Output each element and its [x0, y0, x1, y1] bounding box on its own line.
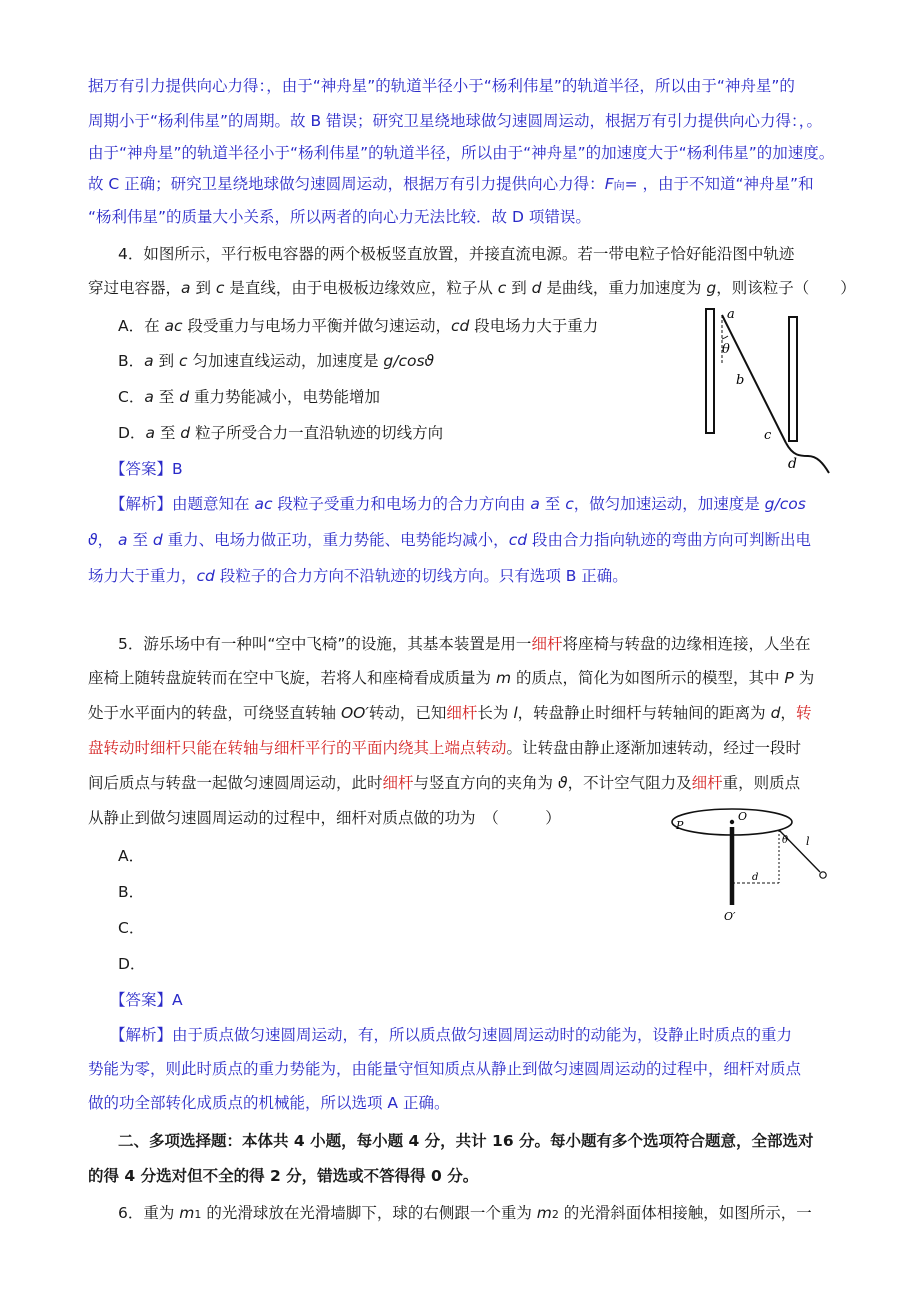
label-theta: θ: [782, 835, 789, 846]
section2-header-line2: 的得 4 分选对但不全的得 2 分，错选或不答得得 0 分。: [88, 1167, 479, 1185]
q5-stem-line6: 从静止到做匀速圆周运动的过程中，细杆对质点做的功为 （ ）: [88, 809, 561, 827]
label-theta: θ: [722, 342, 730, 357]
explanation3-line1: 据万有引力提供向心力得：，由于“神舟星”的轨道半径小于“杨利伟星”的轨道半径，所以由于“神舟星”的: [88, 77, 795, 95]
label-O: O: [738, 810, 748, 823]
q5-stem-line4: 盘转动时细杆只能在转轴与细杆平行的平面内绕其上端点转动。让转盘由静止逐渐加速转动，经过一段时: [88, 739, 802, 757]
label-P: P: [676, 819, 684, 832]
q5-option-b: B．: [118, 883, 145, 901]
q4-explanation-line1: 【解析】由题意知在 ac 段粒子受重力和电场力的合力方向由 a 至 c，做匀加速运动，加速度是 g/cos: [110, 495, 806, 513]
label-d: d: [752, 872, 759, 883]
q5-option-c: C．: [118, 919, 145, 937]
label-b: b: [736, 373, 745, 388]
q4-stem-line1: 4．如图所示，平行板电容器的两个极板竖直放置，并接直流电源。若一带电粒子恰好能沿图中轨迹: [118, 245, 795, 263]
q5-option-a: A．: [118, 847, 145, 865]
q4-option-b: B．a 到 c 匀加速直线运动，加速度是 g/cosϑ: [118, 352, 435, 370]
mass-point: [820, 872, 826, 878]
explanation3-line3: 由于“神舟星”的轨道半径小于“杨利伟星”的轨道半径，所以由于“神舟星”的加速度大于“杨利伟星”的加速度。: [88, 144, 835, 162]
section2-header-line1: 二、多项选择题：本体共 4 小题，每小题 4 分，共计 16 分。每小题有多个选项符合题意，全部选对: [118, 1132, 814, 1150]
q4-stem-line2: 穿过电容器，a 到 c 是直线，由于电极板边缘效应，粒子从 c 到 d 是曲线，重力加速度为 g，则该粒子（ ）: [88, 279, 856, 297]
q4-explanation-line2: ϑ， a 至 d 重力、电场力做正功，重力势能、电势能均减小，cd 段由合力指向轨迹的弯曲方向可判断出电: [88, 531, 811, 549]
explanation3-line2: 周期小于“杨利伟星”的周期。故 B 错误；研究卫星绕地球做匀速圆周运动，根据万有引力提供向心力得：，。: [88, 112, 823, 130]
q4-explanation-line3: 场力大于重力，cd 段粒子的合力方向不沿轨迹的切线方向。只有选项 B 正确。: [88, 567, 628, 585]
q5-explanation-line1: 【解析】由于质点做匀速圆周运动，有，所以质点做匀速圆周运动时的动能为，设静止时质点的重力: [110, 1026, 793, 1044]
q5-rotating-chair-figure: [670, 805, 845, 925]
label-c: c: [764, 428, 772, 443]
center-point: [730, 820, 734, 824]
q5-stem-line1: 5．游乐场中有一种叫“空中飞椅”的设施，其基本装置是用一细杆将座椅与转盘的边缘相连接，人坐在: [118, 635, 811, 653]
q5-answer: 【答案】A: [110, 991, 183, 1009]
theta-arc: [722, 336, 728, 339]
q5-stem-line5: 间后质点与转盘一起做匀速圆周运动，此时细杆与竖直方向的夹角为 ϑ，不计空气阻力及细杆重，则质点: [88, 774, 801, 792]
q5-explanation-line3: 做的功全部转化成质点的机械能，所以选项 A 正确。: [88, 1094, 450, 1112]
label-l: l: [806, 835, 810, 848]
q5-explanation-line2: 势能为零，则此时质点的重力势能为，由能量守恒知质点从静止到做匀速圆周运动的过程中，细杆对质点: [88, 1060, 802, 1078]
q4-answer: 【答案】B: [110, 460, 183, 478]
explanation3-line5: “杨利伟星”的质量大小关系，所以两者的向心力无法比较．故 D 项错误。: [88, 208, 591, 226]
right-plate: [789, 317, 797, 441]
explanation3-line4: 故 C 正确；研究卫星绕地球做匀速圆周运动，根据万有引力提供向心力得：F向= ，由于不知道“神舟星”和: [88, 175, 814, 193]
straight-path-ac: [722, 315, 786, 443]
q6-stem-line1: 6．重为 m1 的光滑球放在光滑墙脚下，球的右侧跟一个重为 m2 的光滑斜面体相接触，如图所示，一: [118, 1204, 812, 1222]
q4-option-c: C．a 至 d 重力势能减小，电势能增加: [118, 388, 380, 406]
left-plate: [706, 309, 714, 433]
q4-option-d: D．a 至 d 粒子所受合力一直沿轨迹的切线方向: [118, 424, 444, 442]
q4-capacitor-figure: [700, 305, 835, 480]
q5-option-d: D．: [118, 955, 146, 973]
label-O-prime: O′: [724, 910, 736, 923]
q4-option-a: A．在 ac 段受重力与电场力平衡并做匀速运动，cd 段电场力大于重力: [118, 317, 599, 335]
q5-stem-line3: 处于水平面内的转盘，可绕竖直转轴 OO′转动，已知细杆长为 l，转盘静止时细杆与转轴间的距离为 d，转: [88, 704, 812, 722]
label-a: a: [727, 307, 735, 322]
label-d: d: [788, 456, 797, 472]
q5-stem-line2: 座椅上随转盘旋转而在空中飞旋，若将人和座椅看成质量为 m 的质点，简化为如图所示的模型，其中 P 为: [88, 669, 815, 687]
